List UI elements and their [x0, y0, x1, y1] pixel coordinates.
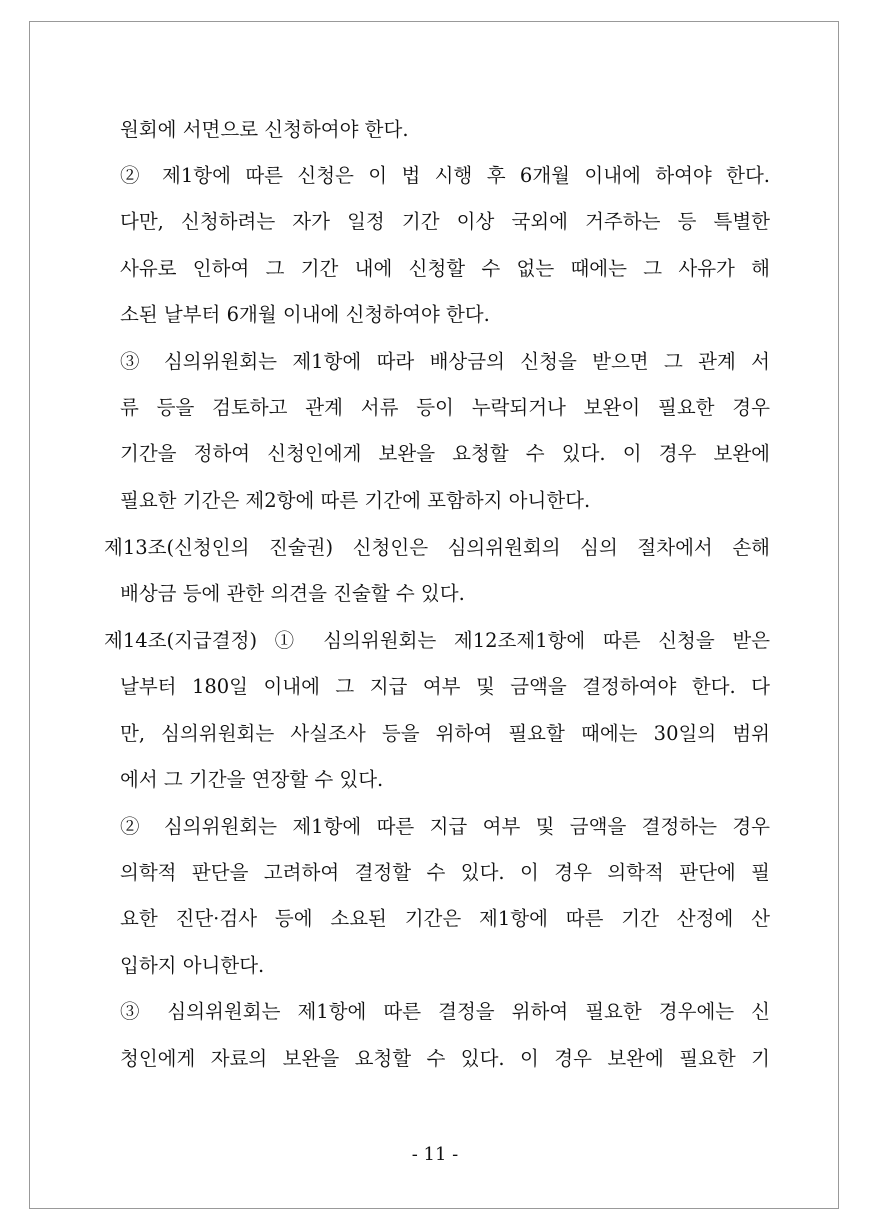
text-line: 원회에 서면으로 신청하여야 한다. — [120, 118, 409, 141]
text-line: ② 심의위원회는 제1항에 따른 지급 여부 및 금액을 결정하는 경우 — [120, 815, 770, 838]
article-heading-13: 제13조(신청인의 진술권) 신청인은 심의위원회의 심의 절차에서 손해 — [104, 536, 770, 559]
text-line: 만, 심의위원회는 사실조사 등을 위하여 필요할 때에는 30일의 범위 — [120, 722, 770, 745]
text-line: 청인에게 자료의 보완을 요청할 수 있다. 이 경우 보완에 필요한 기 — [120, 1047, 770, 1070]
text-line: ② 제1항에 따른 신청은 이 법 시행 후 6개월 이내에 하여야 한다. — [120, 164, 770, 187]
text-line: 의학적 판단을 고려하여 결정할 수 있다. 이 경우 의학적 판단에 필 — [120, 861, 770, 884]
text-line: 소된 날부터 6개월 이내에 신청하여야 한다. — [120, 303, 490, 326]
text-line: 류 등을 검토하고 관계 서류 등이 누락되거나 보완이 필요한 경우 — [120, 396, 770, 419]
text-line: 날부터 180일 이내에 그 지급 여부 및 금액을 결정하여야 한다. 다 — [120, 675, 770, 698]
text-line: 필요한 기간은 제2항에 따른 기간에 포함하지 아니한다. — [120, 489, 591, 512]
page-number: - 11 - — [411, 1144, 459, 1165]
text-line: 요한 진단·검사 등에 소요된 기간은 제1항에 따른 기간 산정에 산 — [120, 907, 770, 930]
text-line: ③ 심의위원회는 제1항에 따른 결정을 위하여 필요한 경우에는 신 — [120, 1000, 770, 1023]
text-line: 입하지 아니한다. — [120, 954, 265, 977]
text-line: 다만, 신청하려는 자가 일정 기간 이상 국외에 거주하는 등 특별한 — [120, 210, 770, 233]
text-line: 배상금 등에 관한 의견을 진술할 수 있다. — [120, 582, 465, 605]
text-line: 기간을 정하여 신청인에게 보완을 요청할 수 있다. 이 경우 보완에 — [120, 442, 770, 465]
article-heading-14: 제14조(지급결정) ① 심의위원회는 제12조제1항에 따른 신청을 받은 — [104, 629, 770, 652]
text-line: 사유로 인하여 그 기간 내에 신청할 수 없는 때에는 그 사유가 해 — [120, 257, 770, 280]
page-border — [29, 21, 839, 1209]
text-line: ③ 심의위원회는 제1항에 따라 배상금의 신청을 받으면 그 관계 서 — [120, 350, 770, 373]
text-line: 에서 그 기간을 연장할 수 있다. — [120, 768, 384, 791]
